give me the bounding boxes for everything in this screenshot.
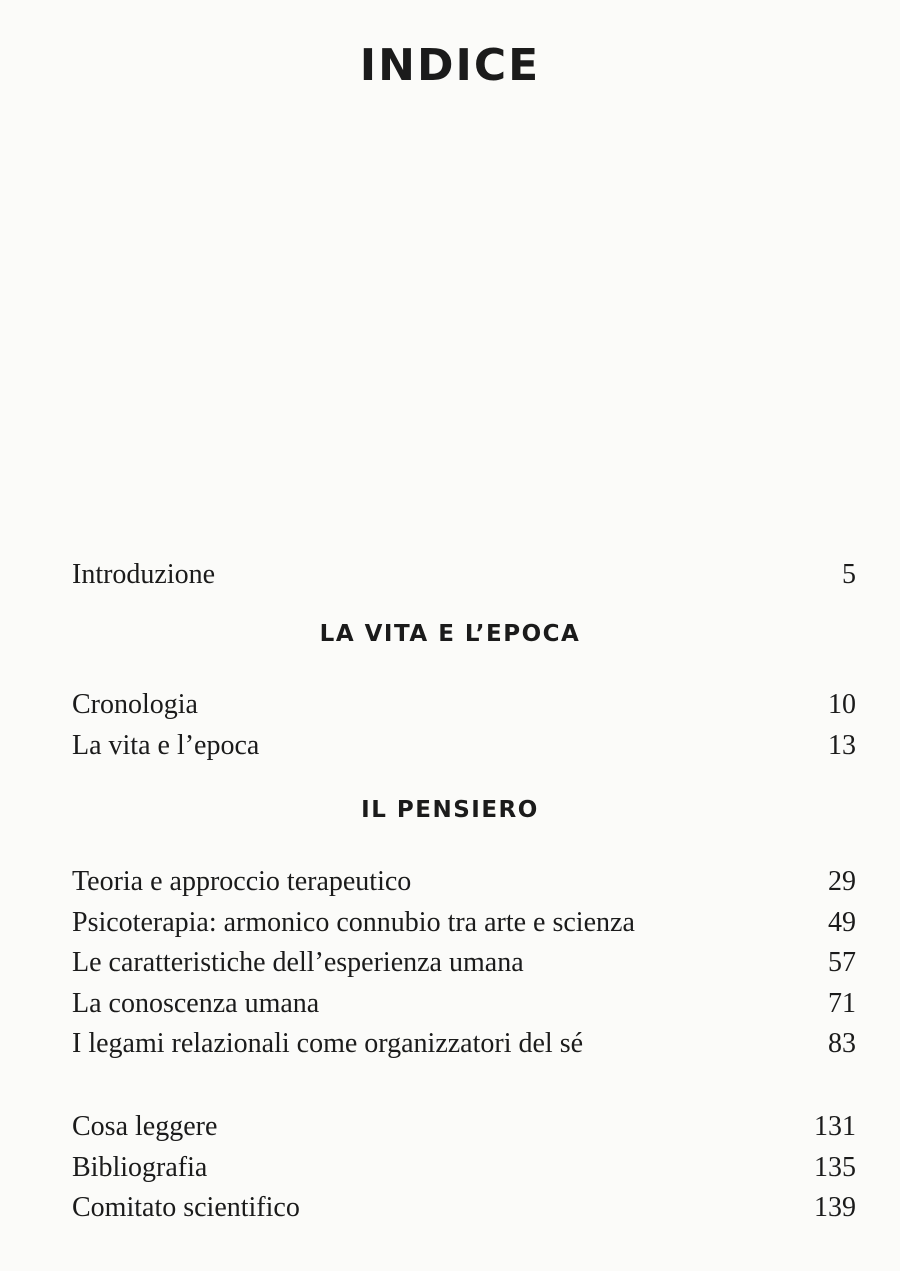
entry-label: Introduzione: [72, 559, 216, 590]
toc-entry[interactable]: [72, 903, 856, 944]
toc-entry[interactable]: [72, 862, 856, 903]
toc-entry[interactable]: [72, 1107, 856, 1148]
section-heading-vita: LA VITA E L’EPOCA: [319, 621, 581, 647]
page-title: INDICE: [359, 40, 541, 91]
entry-label: La conoscenza umana: [72, 987, 320, 1019]
toc-entry[interactable]: [72, 984, 856, 1025]
entry-label: Cronologia: [72, 689, 198, 720]
toc-entry[interactable]: [72, 943, 856, 984]
entry-page: 49: [828, 906, 856, 938]
entry-label: Psicoterapia: armonico connubio tra arte e scienza: [72, 906, 635, 938]
section-heading-pensiero: IL PENSIERO: [361, 797, 539, 823]
appendix-entries: [72, 1107, 856, 1229]
toc-entry[interactable]: [72, 555, 856, 596]
entry-page: 83: [828, 1028, 856, 1059]
toc-entry[interactable]: [72, 726, 856, 767]
entry-label: La vita e l’epoca: [72, 729, 260, 761]
entry-page: 57: [828, 947, 856, 978]
section-vita-entries: [72, 685, 856, 766]
toc-entry[interactable]: [72, 1024, 856, 1065]
entry-label: Cosa leggere: [72, 1111, 218, 1142]
intro-block: [72, 555, 856, 596]
entry-page: 131: [814, 1111, 856, 1142]
entry-page: 13: [828, 729, 856, 761]
entry-page: 10: [828, 689, 856, 720]
entry-label: Teoria e approccio terapeutico: [72, 866, 412, 897]
entry-page: 139: [814, 1192, 856, 1223]
toc-entry[interactable]: [72, 685, 856, 726]
entry-page: 29: [828, 866, 856, 897]
entry-label: Le caratteristiche dell’esperienza umana: [72, 947, 524, 978]
entry-label: Comitato scientifico: [72, 1192, 300, 1223]
entry-page: 5: [842, 559, 856, 590]
toc-entry[interactable]: [72, 1188, 856, 1229]
entry-label: I legami relazionali come organizzatori del sé: [72, 1028, 584, 1059]
entry-page: 135: [814, 1151, 856, 1183]
toc-entry[interactable]: [72, 1148, 856, 1189]
entry-label: Bibliografia: [72, 1151, 208, 1183]
entry-page: 71: [828, 987, 856, 1019]
section-pensiero-entries: [72, 862, 856, 1065]
